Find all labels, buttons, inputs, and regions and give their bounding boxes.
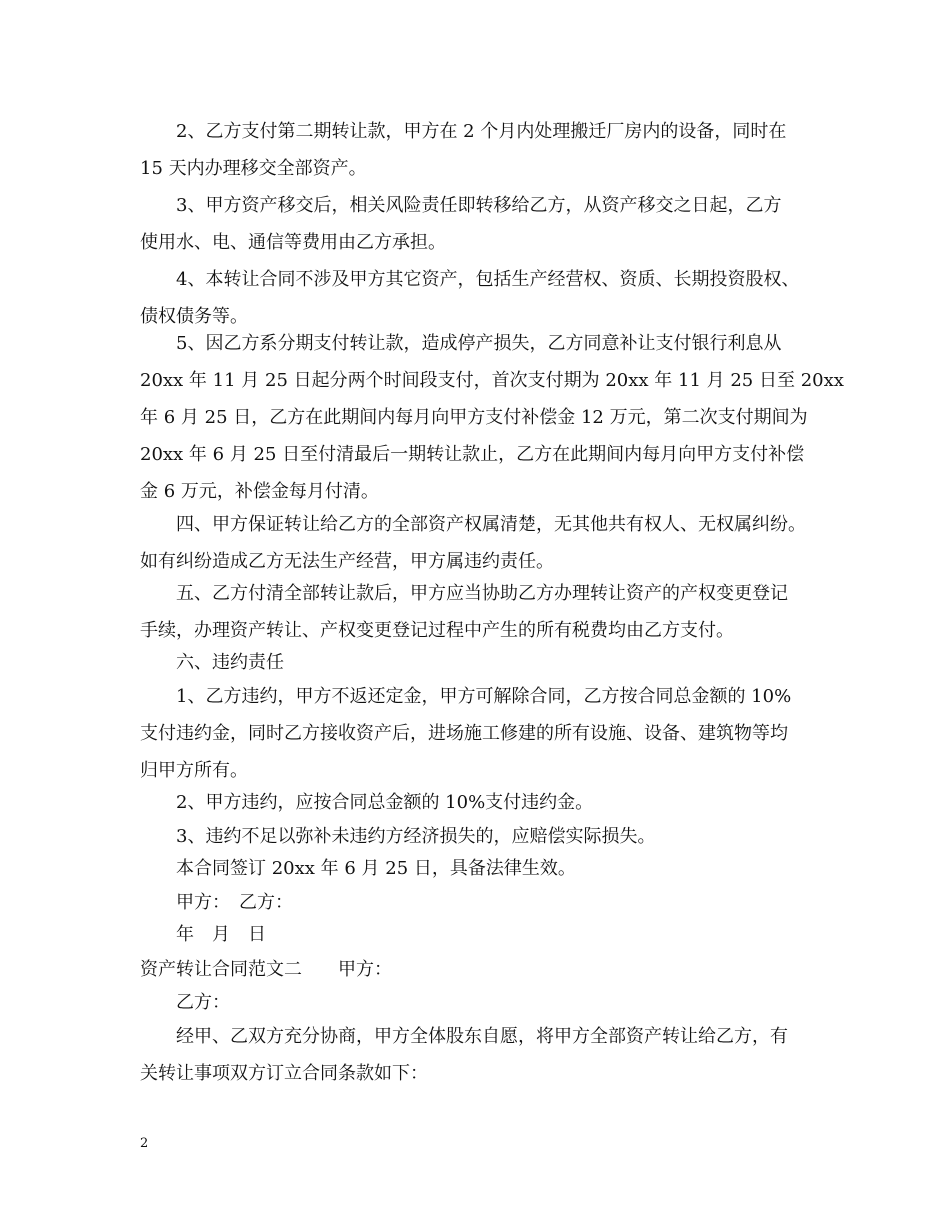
- paragraph-line: 手续，办理资产转让、产权变更登记过程中产生的所有税费均由乙方支付。: [140, 620, 734, 641]
- paragraph-line: 1、乙方违约，甲方不返还定金，甲方可解除合同，乙方按合同总金额的 10%: [176, 686, 792, 707]
- paragraph-line: 债权债务等。: [140, 306, 248, 327]
- date-line: 年 月 日: [176, 924, 266, 945]
- paragraph-line: 3、甲方资产移交后，相关风险责任即转移给乙方，从资产移交之日起，乙方: [176, 195, 782, 216]
- paragraph-line: 五、乙方付清全部转让款后，甲方应当协助乙方办理转让资产的产权变更登记: [176, 583, 788, 604]
- paragraph-line: 关转让事项双方订立合同条款如下：: [140, 1063, 428, 1084]
- paragraph-line: 使用水、电、通信等费用由乙方承担。: [140, 232, 446, 253]
- paragraph-line: 四、甲方保证转让给乙方的全部资产权属清楚，无其他共有权人、无权属纠纷。: [176, 514, 806, 535]
- paragraph-line: 年 6 月 25 日，乙方在此期间内每月向甲方支付补偿金 12 万元，第二次支付期间为: [140, 407, 808, 428]
- paragraph-line: 支付违约金，同时乙方接收资产后，进场施工修建的所有设施、设备、建筑物等均: [140, 723, 788, 744]
- paragraph-line: 2、乙方支付第二期转让款，甲方在 2 个月内处理搬迁厂房内的设备，同时在: [176, 121, 787, 142]
- paragraph-line: 归甲方所有。: [140, 760, 248, 781]
- paragraph-line: 20xx 年 6 月 25 日至付清最后一期转让款止，乙方在此期间内每月向甲方支付补偿: [140, 444, 805, 465]
- section-heading: 六、违约责任: [176, 652, 284, 673]
- page-number: 2: [140, 1136, 149, 1151]
- paragraph-line: 如有纠纷造成乙方无法生产经营，甲方属违约责任。: [140, 551, 554, 572]
- paragraph-line: 经甲、乙双方充分协商，甲方全体股东自愿，将甲方全部资产转让给乙方，有: [176, 1026, 788, 1047]
- paragraph-line: 2、甲方违约，应按合同总金额的 10%支付违约金。: [176, 792, 594, 813]
- party-line: 乙方：: [176, 992, 230, 1013]
- paragraph-line: 4、本转让合同不涉及甲方其它资产，包括生产经营权、资质、长期投资股权、: [176, 269, 800, 290]
- paragraph-line: 金 6 万元，补偿金每月付清。: [140, 481, 379, 502]
- paragraph-line: 5、因乙方系分期支付转让款，造成停产损失，乙方同意补让支付银行利息从: [176, 333, 782, 354]
- paragraph-line: 3、违约不足以弥补未违约方经济损失的，应赔偿实际损失。: [176, 826, 656, 847]
- paragraph-line: 15 天内办理移交全部资产。: [140, 158, 367, 179]
- paragraph-line: 20xx 年 11 月 25 日起分两个时间段支付，首次支付期为 20xx 年 11 月 25 日至 20xx: [140, 370, 844, 391]
- paragraph-line: 本合同签订 20xx 年 6 月 25 日，具备法律生效。: [176, 858, 576, 879]
- section-title: 资产转让合同范文二 甲方：: [140, 959, 392, 980]
- signature-line: 甲方： 乙方：: [176, 892, 293, 913]
